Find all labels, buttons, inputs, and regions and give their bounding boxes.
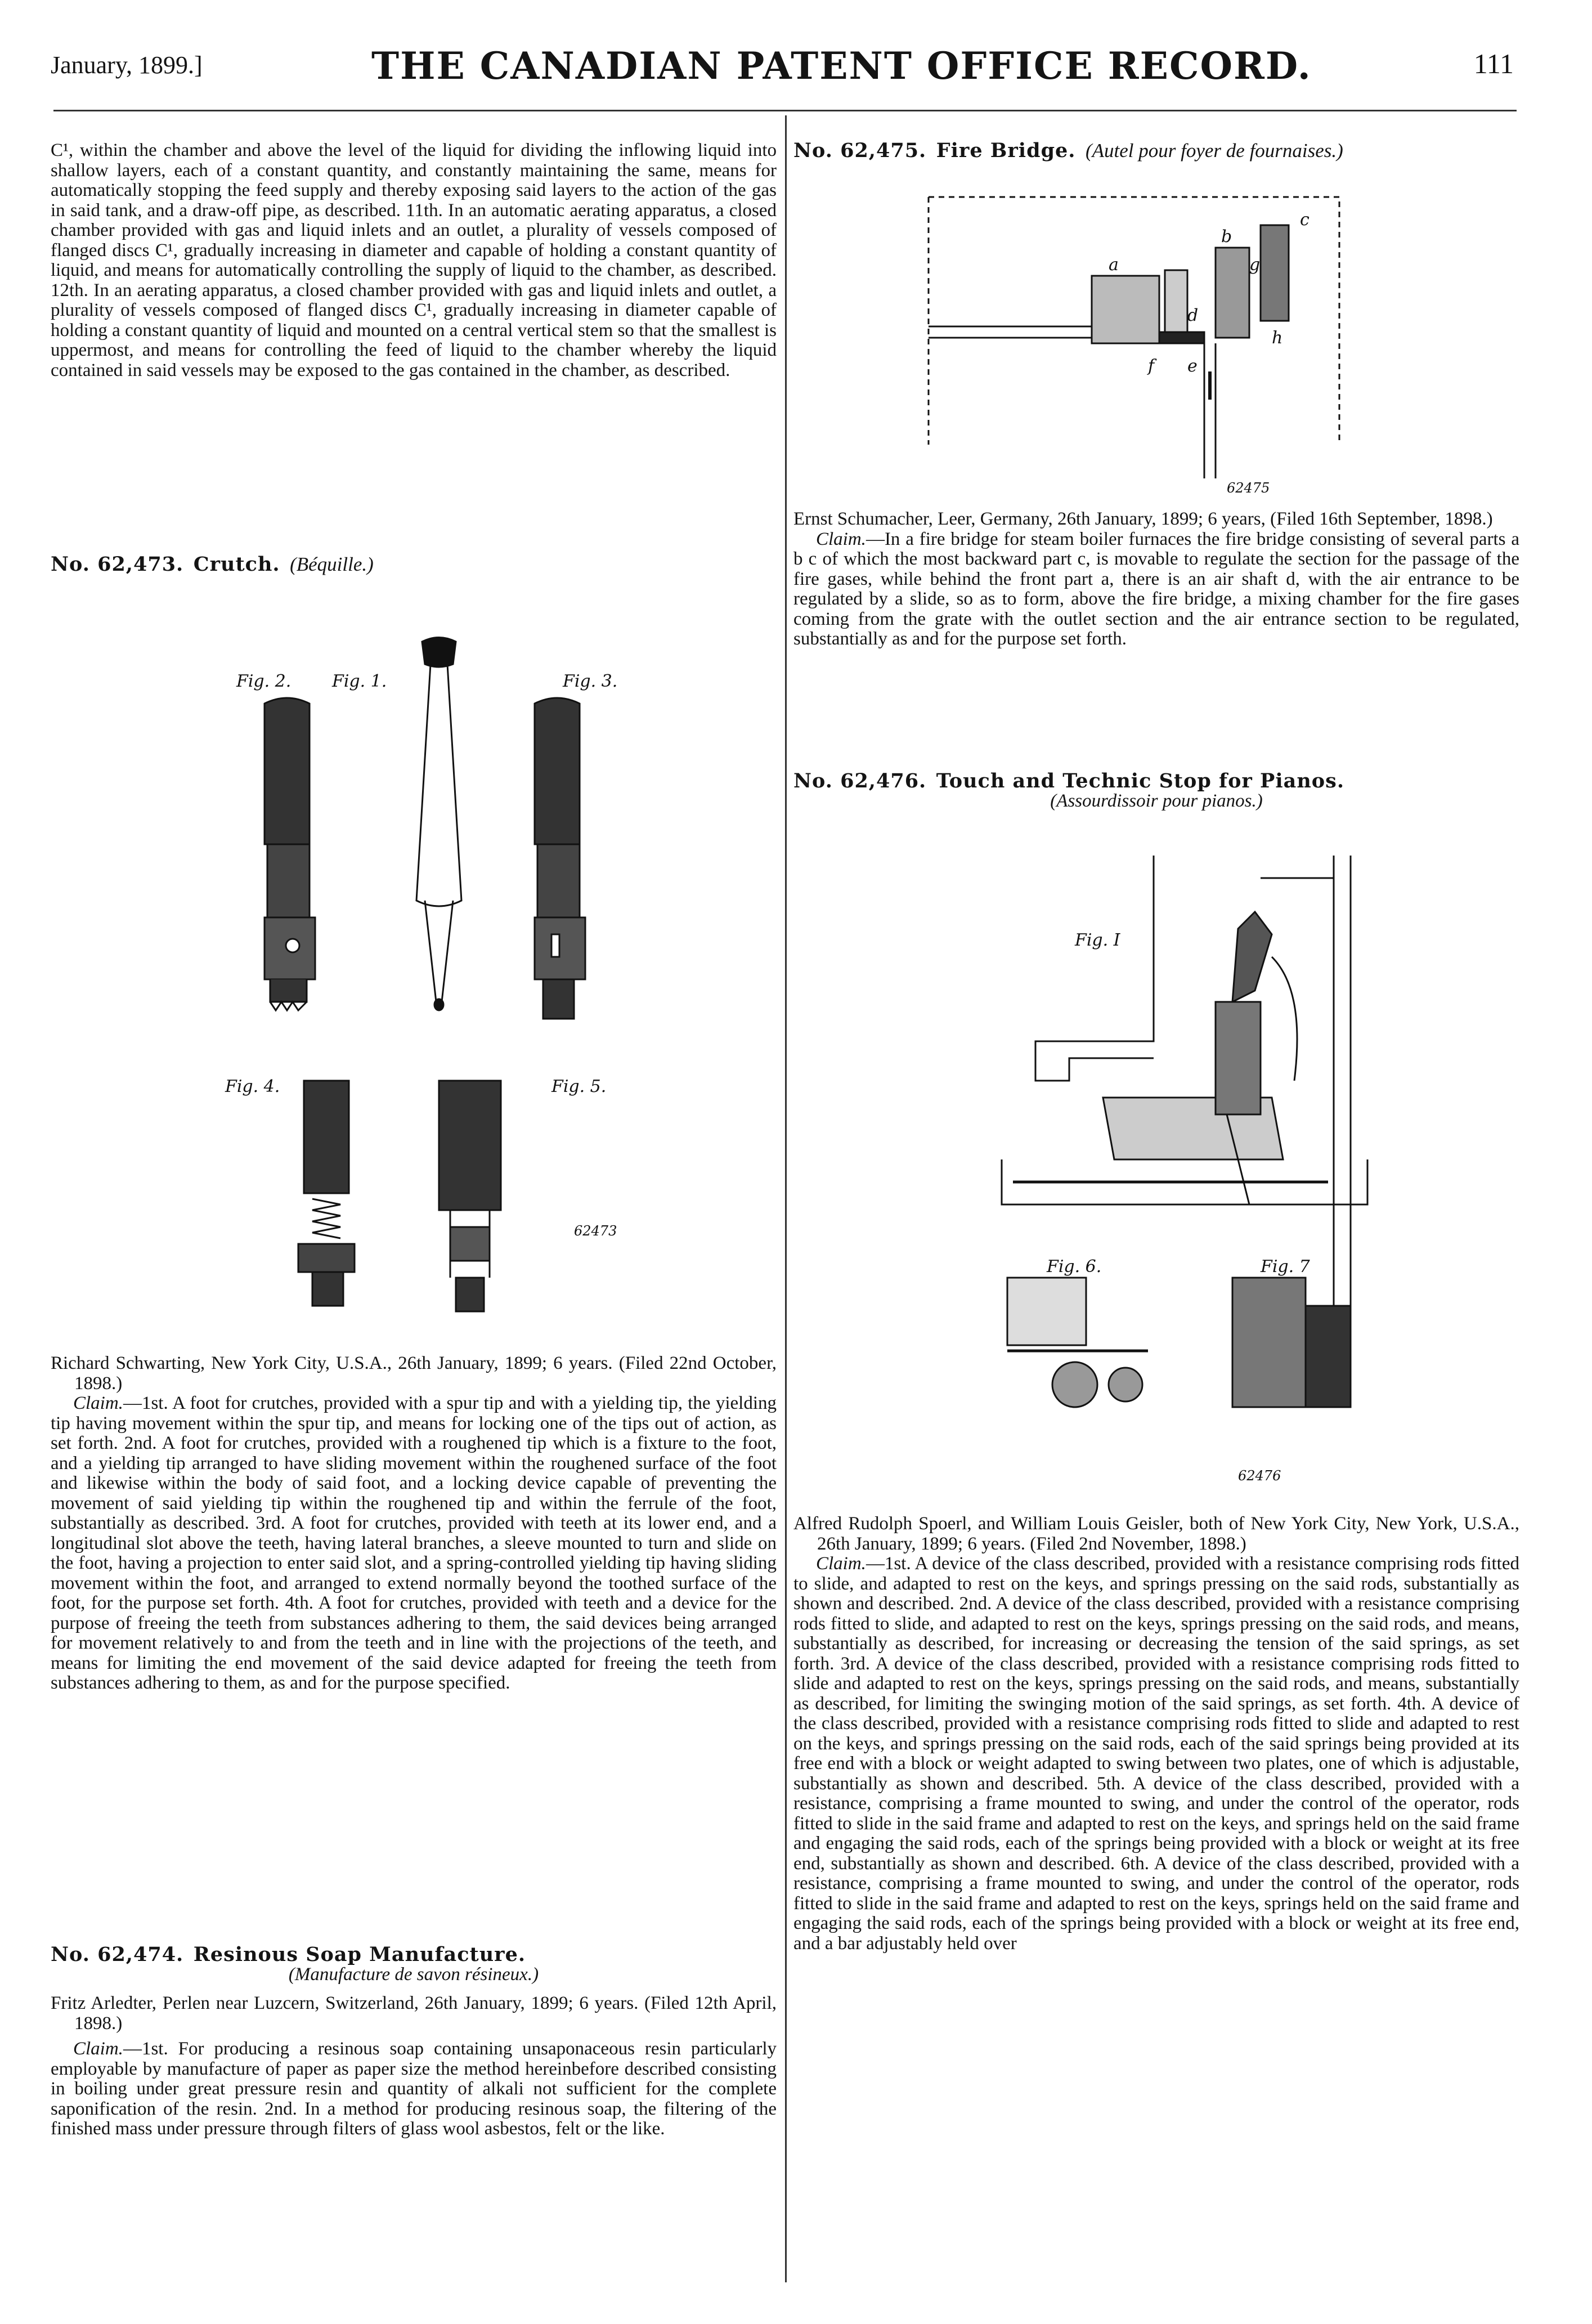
patent-title: Touch and Technic Stop for Pianos. [936,769,1345,792]
patent-french-title: (Autel pour foyer de fournaises.) [1086,140,1343,162]
letter-c: c [1300,210,1310,230]
patent-number: No. 62,476. [793,769,927,792]
page-number: 111 [1473,48,1514,79]
patent-62474 [51,1945,777,2139]
drawing-number: 62476 [1238,1468,1281,1484]
patent-number: No. 62,475. [793,139,927,162]
fig-3-label: Fig. 3. [563,671,618,691]
letter-d: d [1187,306,1199,325]
patent-french-title: (Assourdissoir pour pianos.) [1050,790,1263,811]
patent-62475-heading [793,141,1519,161]
letter-f: f [1148,356,1155,376]
fig-1-label: Fig. 1. [332,671,387,691]
fig-5-label: Fig. 5. [551,1077,607,1096]
patent-62473-heading [51,554,777,575]
page-header [51,44,1514,89]
claim-text: Claim.—1st. For producing a resinous soap containing unsaponaceous resin particularly employable by manufacture of paper as paper size the method hereinbefore described consisting in boiling under great pressure resin and quantity of alkali not sufficient for the complete saponification of the resin. 2nd. In a method for producing resinous soap, the filtering of the finished mass under pressure through filters of glass wool asbestos, felt or the like. [51,2039,777,2139]
patent-number: No. 62,474. [51,1943,184,1966]
fig-4-label: Fig. 4. [225,1077,280,1096]
fig-6-label: Fig. 6. [1047,1257,1102,1277]
letter-e: e [1187,356,1198,376]
letter-h: h [1272,328,1283,348]
fig-2-label: Fig. 2. [236,671,292,691]
letter-a: a [1109,255,1119,275]
fig-i-label: Fig. I [1075,930,1120,950]
patent-62473-body [51,1354,777,1694]
inventor-line: Ernst Schumacher, Leer, Germany, 26th January, 1899; 6 years, (Filed 16th September, 1898.) [793,509,1493,529]
inventor-line: Fritz Arledter, Perlen near Luzcern, Switzerland, 26th January, 1899; 6 years. (Filed 12th April, 1898.) [51,1993,777,2034]
header-rule [53,110,1517,111]
claim-text: Claim.—1st. A device of the class described, provided with a resistance comprising rods fitted to slide, and adapted to rest on the keys, and springs pressing on the said rods, substantially as shown and described. 2nd. A device of the class described, provided with a resistance comprising rods fitted to slide, and adapted to rest on the keys, springs pressing on the said rods, and means, substantially as described, for increasing or decreasing the tension of the said springs, as set forth. 3rd. A device of the class described, provided with a resistance comprising rods fitted to slide and adapted to rest on the keys, springs pressing on the said rods, and means, substantially as described, for limiting the swinging motion of the said springs, as set forth. 4th. A device of the class described, provided with a resistance comprising rods fitted to slide and adapted to rest on the keys, and springs pressing on the said rods, each of the said springs being provided at its free end with a block or weight adapted to swing between two plates, one of which is adjustable, substantially as shown and described. 5th. A device of the class described, provided with a resistance, comprising a frame mounted to swing, and under the control of the operator, rods fitted to slide in the said frame and adapted to rest on the keys, and springs held on the said frame and engaging the said rods, each of the springs being provided with a block or weight at its free end, substantially as shown and described. 6th. A device of the class described, provided with a resistance, comprising a frame mounted to swing, and under the control of the operator, rods fitted to slide in the said frame and adapted to rest on the keys, springs held on the said frame and engaging the said rods, each of the springs being provided with a block or weight at its free end, and a bar adjustably held over [793,1553,1519,1954]
patent-title: Resinous Soap Manufacture. [193,1943,526,1966]
patent-title: Crutch. [193,553,280,576]
continued-claim-text: C¹, within the chamber and above the level of the liquid for dividing the inflowing liquid into shallow layers, each of a constant quantity, and constantly maintaining the same, means for automatically stopping the feed supply and thereby exposing said layers to the action of the gas in said tank, and a draw-off pipe, as described. 11th. In an automatic aerating apparatus, a closed chamber provided with gas and liquid inlets and an outlet, a plurality of vessels composed of flanged discs C¹, gradually increasing in diameter and capable of holding a constant quantity of liquid, and means for automatically controlling the supply of liquid to the chamber, as described. 12th. In an aerating apparatus, a closed chamber provided with gas and liquid inlets and outlet, a plurality of vessels composed of flanged discs C¹, gradually increasing in diameter capable of holding a constant quantity of liquid and mounted on a central vertical stem so that the smallest is uppermost, and means for controlling the feed of liquid to the chamber whereby the liquid contained in said vessels may be exposed to the gas contained in the chamber, as described. [51,140,777,380]
column-divider [785,115,787,2282]
letter-g: g [1249,255,1261,275]
fig-7-label: Fig. 7 [1261,1257,1310,1277]
claim-text: Claim.—1st. A foot for crutches, provided with a spur tip and with a yielding tip, the yielding tip having movement within the spur tip, and means for locking one of the tips out of action, as set forth. 2nd. A foot for crutches, provided with a roughened tip which is a fixture to the foot, and a yielding tip arranged to have sliding movement within the roughened surface of the foot and likewise within the body of said foot, and a locking device capable of preventing the movement of said yielding tip within the roughened tip and within the ferrule of the foot, substantially as described. 3rd. A foot for crutches, provided with teeth at its lower end, and a longitudinal slot above the teeth, having lateral branches, a sleeve mounted to turn and slide on the foot, having a projection to enter said slot, and a spring-controlled yielding tip having sliding movement within the foot, and arranged to extend normally beyond the toothed surface of the foot, for the purpose set forth. 4th. A foot for crutches, provided with teeth and a device for the purpose of freeing the teeth from substances adhering to them, the said devices being arranged for movement relatively to and from the teeth and in line with the projections of the teeth, and means for limiting the end movement of the said device adapted for freeing the teeth from substances adhering to them, as and for the purpose specified. [51,1393,777,1693]
inventor-line: Richard Schwarting, New York City, U.S.A., 26th January, 1899; 6 years. (Filed 22nd October, 1898.) [51,1353,777,1394]
piano-stop-drawing [990,844,1384,1492]
claim-text: Claim.—In a fire bridge for steam boiler furnaces the fire bridge consisting of several parts a b c of which the most backward part c, is movable to regulate the section for the passage of the fire gases, while behind the front part a, there is an air shaft d, with the air entrance to be regulated by a slide, so as to form, above the fire bridge, a mixing chamber for the fire gases coming from the grate with the outlet section and the air entrance section to be regulated, substantially as and for the purpose set forth. [793,529,1519,649]
patent-62476-body [793,1514,1519,1954]
crutch-drawing [214,630,642,1317]
letter-b: b [1221,227,1232,247]
patent-french-title: (Béquille.) [290,553,374,575]
fire-bridge-drawing [923,186,1351,501]
inventor-line: Alfred Rudolph Spoerl, and William Louis Geisler, both of New York City, New York, U.S.A., 26th January, 1899; 6 years. (Filed 2nd November, 1898.) [793,1513,1519,1554]
issue-date: January, 1899.] [51,51,203,79]
drawing-number: 62475 [1227,480,1270,496]
patent-number: No. 62,473. [51,553,184,576]
patent-french-title: (Manufacture de savon résineux.) [288,1964,539,1985]
publication-title: THE CANADIAN PATENT OFFICE RECORD. [371,44,1312,88]
drawing-number: 62473 [574,1223,617,1239]
patent-62475-body [793,509,1519,650]
patent-62476-heading [793,771,1519,811]
patent-title: Fire Bridge. [936,139,1076,162]
